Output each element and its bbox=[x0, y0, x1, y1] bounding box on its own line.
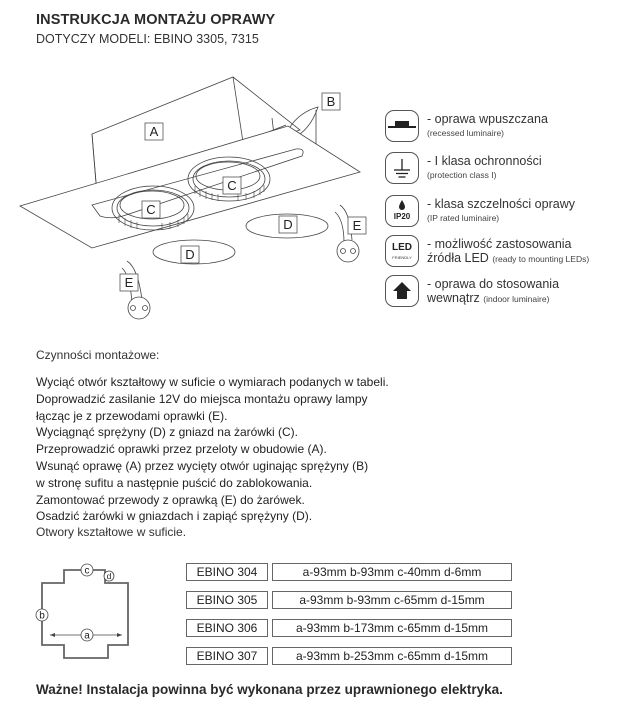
svg-text:B: B bbox=[326, 94, 336, 109]
led-friendly-icon: LED FRIENDLY bbox=[385, 235, 419, 267]
label-c-right bbox=[223, 177, 241, 194]
legend-item-indoor: - oprawa do stosowania wewnątrz (indoor luminaire) bbox=[385, 275, 638, 311]
model-dimensions: a-93mm b-93mm c-65mm d-15mm bbox=[272, 591, 512, 609]
label-e-right bbox=[348, 217, 366, 234]
svg-text:D: D bbox=[185, 247, 195, 262]
house-icon bbox=[385, 275, 419, 307]
model-dimensions: a-93mm b-253mm c-65mm d-15mm bbox=[272, 647, 512, 665]
label-a bbox=[145, 123, 163, 140]
svg-text:a: a bbox=[84, 630, 90, 642]
instructions-heading: Czynności montażowe: bbox=[36, 348, 160, 362]
warning-note: Ważne! Instalacja powinna być wykonana przez uprawnionego elektryka. bbox=[36, 682, 503, 697]
legend-item-led-friendly: LED FRIENDLY - możliwość zastosowania źródła LED (ready to mounting LEDs) bbox=[385, 235, 638, 271]
document-title: INSTRUKCJA MONTAŻU OPRAWY bbox=[36, 12, 276, 28]
step-line: Doprowadzić zasilanie 12V do miejsca montażu oprawy lampy bbox=[36, 391, 368, 406]
model-name: EBINO 305 bbox=[186, 591, 268, 609]
svg-text:D: D bbox=[283, 217, 293, 232]
label-b bbox=[322, 93, 340, 110]
cutout-diagram bbox=[30, 555, 150, 675]
svg-text:E: E bbox=[124, 275, 134, 290]
instructions-steps bbox=[36, 374, 389, 525]
luminaire-illustration bbox=[0, 70, 380, 330]
model-name: EBINO 304 bbox=[186, 563, 268, 581]
legend-item-protection-class: - I klasa ochronności (protection class I) bbox=[385, 152, 638, 188]
step-line: Osadzić żarówki w gniazdach i zapiąć sprężyny (D). bbox=[36, 509, 313, 524]
model-name: EBINO 307 bbox=[186, 647, 268, 665]
svg-text:E: E bbox=[352, 218, 362, 233]
step-line: Wyciąć otwór kształtowy w suficie o wymiarach podanych w tabeli. bbox=[36, 375, 389, 389]
svg-text:c: c bbox=[84, 565, 90, 577]
ip20-icon: IP20 bbox=[385, 195, 419, 227]
svg-text:b: b bbox=[39, 610, 45, 622]
legend-item-ip-rating: IP20 - klasa szczelności oprawy (IP rated luminaire) bbox=[385, 195, 638, 231]
model-dimensions: a-93mm b-93mm c-40mm d-6mm bbox=[272, 563, 512, 581]
recessed-icon bbox=[385, 110, 419, 142]
label-d-left bbox=[181, 246, 199, 263]
label-d-right bbox=[279, 216, 297, 233]
label-e-left bbox=[120, 274, 138, 291]
step-line: w stronę sufitu a następnie puścić do zablokowania. bbox=[36, 475, 313, 490]
cutout-heading: Otwory kształtowe w suficie. bbox=[36, 525, 187, 539]
step-line: Przeprowadzić oprawki przez przeloty w obudowie (A). bbox=[36, 442, 327, 457]
model-name: EBINO 306 bbox=[186, 619, 268, 637]
svg-text:d: d bbox=[106, 571, 112, 581]
document-subtitle: DOTYCZY MODELI: EBINO 3305, 7315 bbox=[36, 32, 259, 46]
svg-text:C: C bbox=[146, 202, 156, 217]
step-line: Wsunąć oprawę (A) przez wycięty otwór uginając sprężyny (B) bbox=[36, 458, 369, 473]
legend-item-recessed: - oprawa wpuszczana (recessed luminaire) bbox=[385, 110, 638, 146]
step-line: łącząc je z przewodami oprawki (E). bbox=[36, 408, 228, 423]
ground-icon bbox=[385, 152, 419, 184]
svg-text:C: C bbox=[227, 178, 237, 193]
step-line: Zamontować przewody z oprawką (E) do żarówek. bbox=[36, 492, 305, 507]
step-line: Wyciągnąć sprężyny (D) z gniazd na żarówki (C). bbox=[36, 425, 298, 440]
label-c-left bbox=[142, 201, 160, 218]
svg-text:A: A bbox=[149, 124, 159, 139]
model-dimensions: a-93mm b-173mm c-65mm d-15mm bbox=[272, 619, 512, 637]
